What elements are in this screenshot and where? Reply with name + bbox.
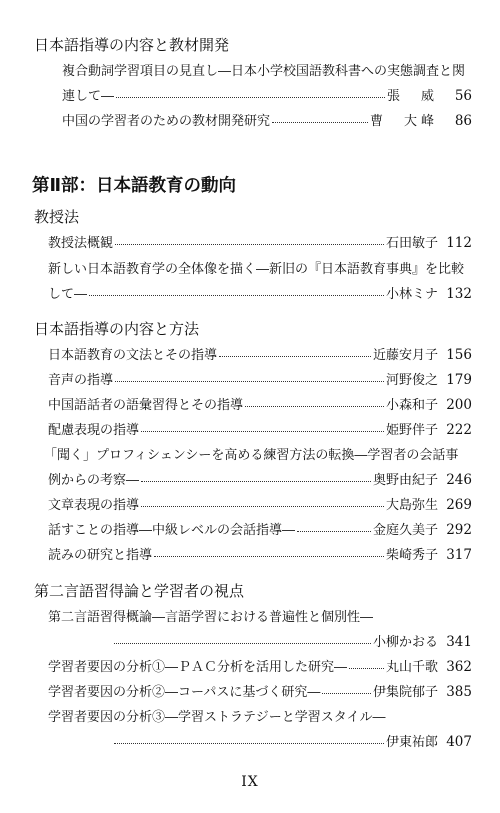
entry-page: 269 xyxy=(446,497,472,513)
entry-author: 小柳かおる xyxy=(372,635,438,650)
toc-entry xyxy=(112,631,472,650)
toc-entry xyxy=(62,85,472,104)
toc-entry xyxy=(48,706,472,725)
entry-page: 156 xyxy=(446,347,472,363)
dot-leader xyxy=(349,667,384,669)
dot-leader xyxy=(297,530,371,532)
toc-entry xyxy=(48,606,472,625)
section-heading: 第二言語習得論と学習者の視点 xyxy=(34,582,245,600)
dot-leader xyxy=(245,405,384,407)
toc-entry xyxy=(48,369,472,388)
entry-author: 大島弥生 xyxy=(385,498,438,513)
toc-entry xyxy=(48,258,472,277)
entry-author: 小森和子 xyxy=(385,398,438,413)
entry-page: 385 xyxy=(446,684,472,700)
entry-page: 200 xyxy=(446,397,472,413)
entry-title: して― xyxy=(48,287,88,302)
toc-entry xyxy=(48,544,472,563)
entry-author: 近藤安月子 xyxy=(372,348,438,363)
entry-title: 中国の学習者のための教材開発研究 xyxy=(62,114,271,129)
toc-entry xyxy=(48,469,472,488)
entry-author: 金庭久美子 xyxy=(372,523,438,538)
entry-title: 第二言語習得概論―言語学習における普遍性と個別性― xyxy=(48,610,374,625)
entry-author: 姫野伴子 xyxy=(385,423,438,438)
entry-author: 河野俊之 xyxy=(385,373,438,388)
toc-entry xyxy=(48,681,472,700)
dot-leader xyxy=(114,642,371,644)
toc-entry xyxy=(48,394,472,413)
entry-author: 石田敏子 xyxy=(385,236,438,251)
toc-entry xyxy=(44,444,472,463)
entry-title: 教授法概観 xyxy=(48,236,114,251)
entry-author: 丸山千歌 xyxy=(385,660,438,675)
entry-page: 56 xyxy=(454,88,472,104)
dot-leader xyxy=(116,96,385,98)
entry-author: 小林ミナ xyxy=(385,287,438,302)
entry-title: 読みの研究と指導 xyxy=(48,548,153,563)
toc-entry xyxy=(48,519,472,538)
entry-title: 学習者要因の分析②―コーパスに基づく研究― xyxy=(48,685,321,700)
entry-author: 伊東祐郎 xyxy=(385,735,438,750)
dot-leader xyxy=(114,742,384,744)
section-heading: 教授法 xyxy=(34,208,80,226)
entry-title: 配慮表現の指導 xyxy=(48,423,140,438)
entry-title: 例からの考察― xyxy=(48,473,140,488)
entry-author: 伊集院郁子 xyxy=(372,685,438,700)
toc-entry xyxy=(62,110,472,129)
entry-title: 複合動詞学習項目の見直し―日本小学校国語教科書への実態調査と関 xyxy=(62,64,466,79)
entry-title: 中国語話者の語彙習得とその指導 xyxy=(48,398,244,413)
toc-entry xyxy=(112,731,472,750)
toc-entry xyxy=(48,283,472,302)
entry-page: 292 xyxy=(446,522,472,538)
entry-title: 学習者要因の分析①―ＰＡＣ分析を活用した研究― xyxy=(48,660,348,675)
entry-page: 407 xyxy=(446,734,472,750)
entry-page: 179 xyxy=(446,372,472,388)
entry-page: 112 xyxy=(446,235,472,251)
entry-page: 362 xyxy=(446,659,472,675)
entry-title: 新しい日本語教育学の全体像を描く―新旧の『日本語教育事典』を比較 xyxy=(48,262,465,277)
section-heading: 日本語指導の内容と教材開発 xyxy=(34,36,230,54)
entry-title: 話すことの指導―中級レベルの会話指導― xyxy=(48,523,296,538)
entry-author: 柴崎秀子 xyxy=(385,548,438,563)
toc-entry xyxy=(48,419,472,438)
entry-page: 341 xyxy=(446,634,472,650)
entry-page: 246 xyxy=(446,472,472,488)
entry-page: 132 xyxy=(446,286,472,302)
dot-leader xyxy=(115,380,384,382)
section-heading: 日本語指導の内容と方法 xyxy=(34,320,200,338)
entry-title: 「聞く」プロフィシェンシーを高める練習方法の転換―学習者の会話事 xyxy=(44,448,459,463)
dot-leader xyxy=(154,555,384,557)
entry-title: 文章表現の指導 xyxy=(48,498,140,513)
toc-entry xyxy=(48,344,472,363)
dot-leader xyxy=(89,294,384,296)
toc-entry xyxy=(48,232,472,251)
entry-author: 曹 大峰 xyxy=(369,114,438,129)
entry-title: 学習者要因の分析③―学習ストラテジーと学習スタイル― xyxy=(48,710,386,725)
part-heading: 第Ⅱ部：日本語教育の動向 xyxy=(32,176,237,196)
entry-page: 86 xyxy=(454,113,472,129)
dot-leader xyxy=(141,430,384,432)
dot-leader xyxy=(141,480,371,482)
toc-entry xyxy=(62,60,472,79)
page-number: IX xyxy=(241,774,259,790)
dot-leader xyxy=(115,243,384,245)
dot-leader xyxy=(272,121,368,123)
entry-author: 奥野由紀子 xyxy=(372,473,438,488)
entry-title: 音声の指導 xyxy=(48,373,114,388)
dot-leader xyxy=(141,505,384,507)
entry-page: 317 xyxy=(446,547,472,563)
dot-leader xyxy=(219,355,371,357)
entry-page: 222 xyxy=(446,422,472,438)
toc-entry xyxy=(48,656,472,675)
entry-author: 張 威 xyxy=(386,89,438,104)
entry-title: 日本語教育の文法とその指導 xyxy=(48,348,218,363)
dot-leader xyxy=(322,692,371,694)
entry-title: 連して― xyxy=(62,89,115,104)
toc-entry xyxy=(48,494,472,513)
